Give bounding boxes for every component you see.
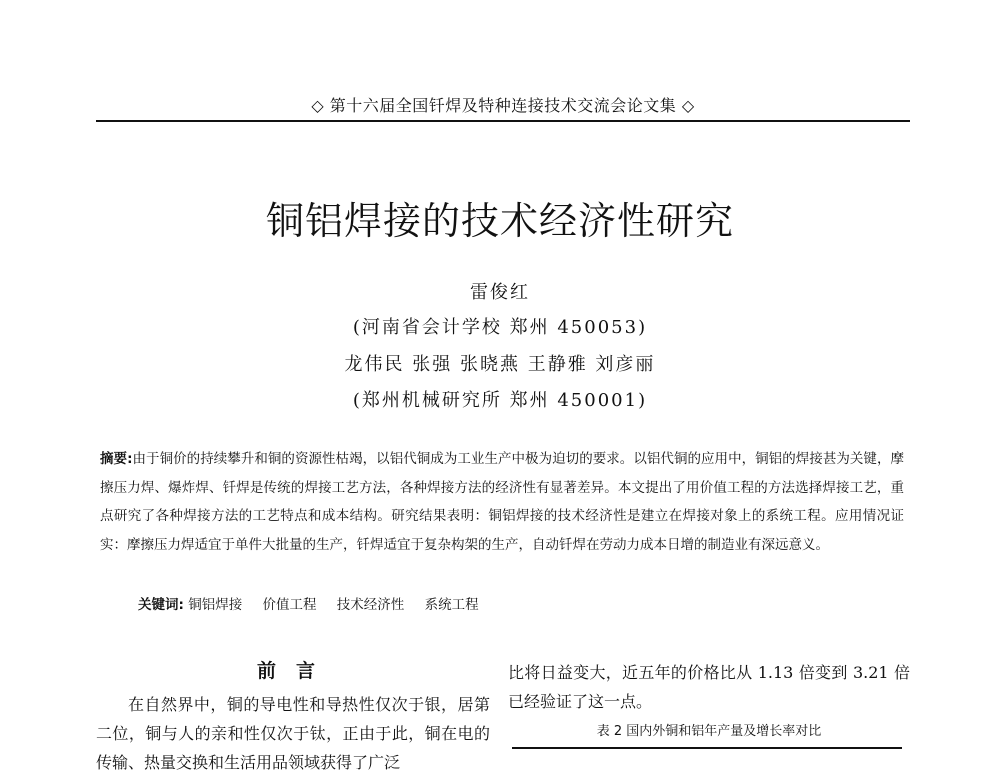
table-top-rule: [512, 747, 902, 749]
abstract-text: 由于铜价的持续攀升和铜的资源性枯竭，以铝代铜成为工业生产中极为迫切的要求。以铝代铜的应用中，铜铝的焊接甚为关键，摩擦压力焊、爆炸焊、钎焊是传统的焊接工艺方法，各种焊接方法的经济性有显著差异。本文提出了用价值工程的方法选择焊接工艺，重点研究了各种焊接方法的工艺特点和成本结构。研究结果表明：铜铝焊接的技术经济性是建立在焊接对象上的系统工程。应用情况证实：摩擦压力焊适宜于单件大批量的生产，钎焊适宜于复杂构架的生产，自动钎焊在劳动力成本日增的制造业有深远意义。: [100, 451, 905, 553]
header-rule: [96, 120, 910, 122]
keywords-label: 关键词:: [138, 597, 184, 613]
affiliation-primary: (河南省会计学校 郑州 450053): [352, 317, 648, 338]
abstract: [100, 445, 904, 559]
body-paragraph: 在自然界中，铜的导电性和导热性仅次于银，居第二位，铜与人的亲和性仅次于钛，正由于此，铜在电的传输、热量交换和生活用品领域获得了广泛: [96, 695, 490, 772]
section-title: 前言: [256, 660, 335, 682]
running-header: ◇ 第十六届全国钎焊及特种连接技术交流会论文集 ◇: [311, 96, 695, 115]
keyword: 技术经济性: [336, 597, 405, 613]
abstract-label: 摘要:: [100, 451, 133, 467]
table-caption: 表 2 国内外铜和铝年产量及增长率对比: [596, 724, 822, 739]
keywords: [138, 593, 495, 613]
right-column: [508, 658, 910, 716]
author-primary: 雷俊红: [470, 282, 530, 303]
keyword: 铜铝焊接: [188, 597, 243, 613]
author-list: 龙伟民 张强 张晓燕 王静雅 刘彦丽: [344, 354, 656, 375]
left-column: [96, 690, 490, 777]
paper-title: 铜铝焊接的技术经济性研究: [265, 199, 734, 243]
keyword: 系统工程: [424, 597, 479, 613]
affiliation-secondary: (郑州机械研究所 郑州 450001): [352, 390, 648, 411]
keyword: 价值工程: [262, 597, 317, 613]
body-paragraph: 比将日益变大，近五年的价格比从 1.13 倍变到 3.21 倍已经验证了这一点。: [508, 663, 910, 711]
